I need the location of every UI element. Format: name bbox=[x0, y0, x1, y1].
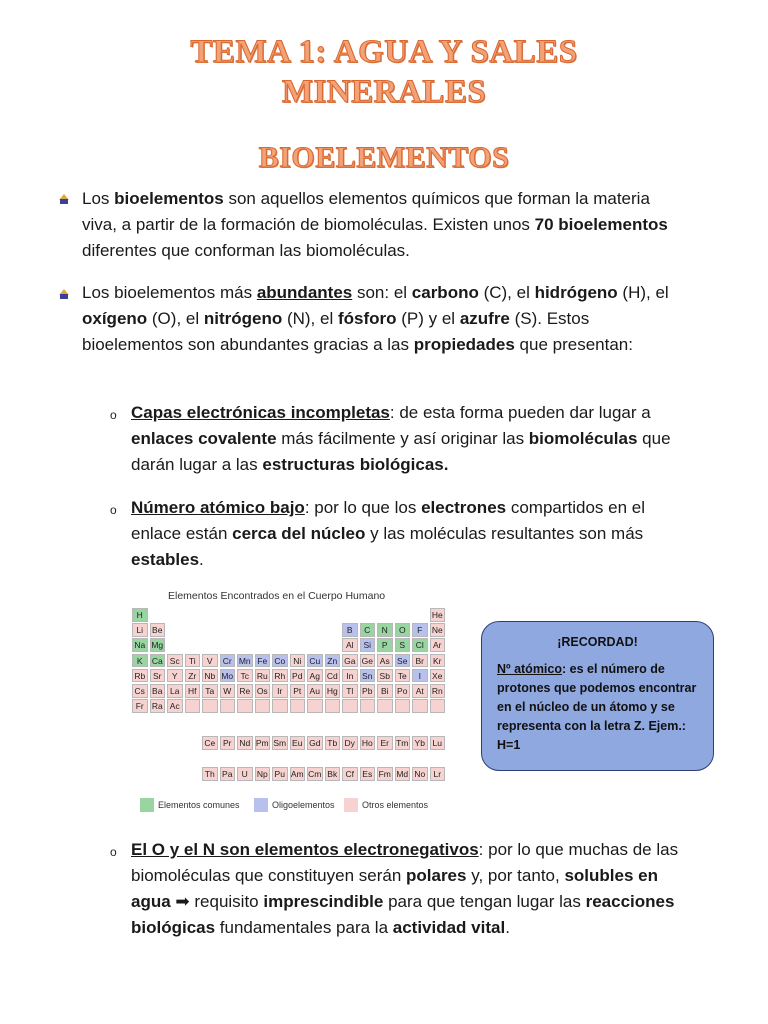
title-line-2: MINERALES bbox=[281, 74, 487, 110]
circle-bullet-icon: o bbox=[110, 503, 117, 517]
p2-run: son: el bbox=[352, 283, 412, 302]
element-cl: Cl bbox=[412, 638, 428, 652]
element-f: F bbox=[412, 623, 428, 637]
s2-run: . bbox=[199, 550, 204, 569]
s1-run: estructuras biológicas. bbox=[262, 455, 449, 474]
s2-run: compartidos en el enlace están bbox=[131, 498, 646, 543]
element-zn: Zn bbox=[325, 654, 341, 668]
p2-run: (O), el bbox=[147, 309, 204, 328]
legend-label: Otros elementos bbox=[362, 800, 429, 810]
element-he: He bbox=[430, 608, 446, 622]
element-cm: Cm bbox=[308, 769, 322, 779]
element-np: Np bbox=[255, 767, 271, 781]
element-pu: Pu bbox=[272, 767, 288, 781]
s3-run: y, por tanto, bbox=[466, 866, 565, 885]
recordad-heading: ¡RECORDAD! bbox=[557, 635, 638, 649]
element-tl: Tl bbox=[342, 684, 358, 698]
s3-run: actividad vital bbox=[392, 918, 506, 937]
element-cd: Cd bbox=[325, 669, 341, 683]
element-si: Si bbox=[360, 638, 376, 652]
element-ce: Ce bbox=[202, 736, 218, 750]
s3-run: solubles en agua bbox=[131, 866, 658, 911]
document-title bbox=[0, 32, 768, 112]
recordad-callout bbox=[481, 621, 714, 771]
element-pd: Pd bbox=[290, 669, 306, 683]
empty-element-cell bbox=[237, 699, 253, 713]
s1-run: Capas electrónicas incompletas bbox=[131, 403, 390, 422]
element-p: P bbox=[377, 638, 393, 652]
p2-run: (C), el bbox=[478, 283, 535, 302]
element-pt: Pt bbox=[290, 684, 306, 698]
element-be: Be bbox=[150, 623, 166, 637]
p2-run: (H), el bbox=[617, 283, 669, 302]
element-sc: Sc bbox=[167, 654, 183, 668]
p2-run: Los bioelementos más bbox=[82, 283, 257, 302]
element-nd: Nd bbox=[237, 736, 253, 750]
element-pm: Pm bbox=[255, 738, 269, 748]
element-sr: Sr bbox=[150, 669, 166, 683]
p2-run: oxígeno bbox=[82, 309, 148, 328]
element-cu: Cu bbox=[307, 654, 323, 668]
element-gd: Gd bbox=[307, 736, 323, 750]
element-sb: Sb bbox=[377, 669, 393, 683]
element-ra: Ra bbox=[150, 699, 166, 713]
element-er: Er bbox=[377, 736, 393, 750]
s2-run: estables bbox=[131, 550, 200, 569]
paragraph-abundantes bbox=[82, 280, 682, 358]
bullet-icon bbox=[59, 289, 69, 299]
element-na: Na bbox=[132, 638, 148, 652]
element-rb: Rb bbox=[132, 669, 148, 683]
p2-run: propiedades bbox=[413, 335, 515, 354]
s1-run: que darán lugar a las bbox=[131, 429, 671, 474]
element-rh: Rh bbox=[272, 669, 288, 683]
element-ag: Ag bbox=[307, 669, 323, 683]
p2-run: (P) y el bbox=[396, 309, 460, 328]
legend-label: Oligoelementos bbox=[272, 800, 335, 810]
legend-swatch bbox=[140, 798, 154, 812]
s2-run: Número atómico bajo bbox=[131, 498, 305, 517]
bullet-icon bbox=[59, 194, 69, 204]
element-kr: Kr bbox=[430, 654, 446, 668]
empty-element-cell bbox=[202, 699, 218, 713]
empty-element-cell bbox=[412, 699, 428, 713]
element-rn: Rn bbox=[430, 684, 446, 698]
element-ne: Ne bbox=[430, 623, 446, 637]
element-ti: Ti bbox=[185, 654, 201, 668]
empty-element-cell bbox=[255, 699, 271, 713]
p2-run: hidrógeno bbox=[534, 283, 618, 302]
element-ru: Ru bbox=[255, 669, 271, 683]
element-as: As bbox=[377, 654, 393, 668]
s2-run: cerca del núcleo bbox=[232, 524, 366, 543]
element-o: O bbox=[395, 623, 411, 637]
element-n: N bbox=[377, 623, 393, 637]
p2-run: nitrógeno bbox=[203, 309, 283, 328]
element-li: Li bbox=[132, 623, 148, 637]
element-ir: Ir bbox=[272, 684, 288, 698]
element-i: I bbox=[412, 669, 428, 683]
element-u: U bbox=[237, 767, 253, 781]
element-tm: Tm bbox=[396, 738, 409, 748]
s3-run: . bbox=[505, 918, 510, 937]
element-eu: Eu bbox=[290, 736, 306, 750]
periodic-table-title: Elementos Encontrados en el Cuerpo Humano bbox=[168, 590, 386, 602]
section-title: BIOELEMENTOS bbox=[258, 141, 510, 174]
s3-run: imprescindible bbox=[263, 892, 384, 911]
element-cf: Cf bbox=[342, 767, 358, 781]
element-pa: Pa bbox=[220, 767, 236, 781]
element-la: La bbox=[167, 684, 183, 698]
p2-run: carbono bbox=[411, 283, 479, 302]
element-at: At bbox=[412, 684, 428, 698]
element-th: Th bbox=[202, 767, 218, 781]
element-h: H bbox=[132, 608, 148, 622]
empty-element-cell bbox=[430, 699, 446, 713]
legend-label: Elementos comunes bbox=[158, 800, 240, 810]
s3-run: ➡ requisito bbox=[170, 892, 264, 911]
s1-run: enlaces covalente bbox=[131, 429, 277, 448]
element-hg: Hg bbox=[325, 684, 341, 698]
empty-element-cell bbox=[342, 699, 358, 713]
s3-run: polares bbox=[406, 866, 467, 885]
element-os: Os bbox=[255, 684, 271, 698]
element-ca: Ca bbox=[150, 654, 166, 668]
element-mo: Mo bbox=[221, 670, 234, 681]
element-v: V bbox=[202, 654, 218, 668]
legend-swatch bbox=[254, 798, 268, 812]
p2-run: (S). Estos bioelementos son abundantes gracias a las bbox=[82, 309, 590, 354]
element-am: Am bbox=[290, 769, 304, 779]
s3-run: para que tengan lugar las bbox=[383, 892, 586, 911]
element-b: B bbox=[342, 623, 358, 637]
element-cs: Cs bbox=[132, 684, 148, 698]
recordad-body bbox=[497, 660, 699, 755]
p2-run: (N), el bbox=[282, 309, 338, 328]
legend-swatch bbox=[344, 798, 358, 812]
element-tc: Tc bbox=[237, 669, 253, 683]
property-capas-electronicas bbox=[131, 400, 691, 478]
element-fm: Fm bbox=[378, 769, 391, 779]
property-electronegativos bbox=[131, 837, 691, 941]
empty-element-cell bbox=[272, 699, 288, 713]
element-ge: Ge bbox=[360, 654, 376, 668]
element-br: Br bbox=[412, 654, 428, 668]
element-fr: Fr bbox=[132, 699, 148, 713]
p2-run: abundantes bbox=[256, 283, 353, 302]
p1-run: bioelementos bbox=[114, 189, 224, 208]
p1-run: Los bbox=[82, 189, 115, 208]
element-tb: Tb bbox=[325, 736, 341, 750]
element-lr: Lr bbox=[430, 767, 446, 781]
empty-element-cell bbox=[377, 699, 393, 713]
element-bi: Bi bbox=[377, 684, 393, 698]
element-zr: Zr bbox=[185, 669, 201, 683]
circle-bullet-icon: o bbox=[110, 845, 117, 859]
element-po: Po bbox=[395, 684, 411, 698]
element-nb: Nb bbox=[202, 669, 218, 683]
s1-run: biomoléculas bbox=[528, 429, 638, 448]
s3-run: El O y el N son elementos electronegativos bbox=[131, 840, 479, 859]
s3-run: reacciones biológicas bbox=[131, 892, 675, 937]
s1-run: más fácilmente y así originar las bbox=[276, 429, 529, 448]
element-c: C bbox=[360, 623, 376, 637]
element-re: Re bbox=[237, 684, 253, 698]
element-ga: Ga bbox=[342, 654, 358, 668]
element-y: Y bbox=[167, 669, 183, 683]
p1-run: diferentes que conforman las biomoléculas. bbox=[82, 241, 410, 260]
element-pb: Pb bbox=[360, 684, 376, 698]
s2-run: : por lo que los bbox=[304, 498, 422, 517]
title-line-1: TEMA 1: AGUA Y SALES bbox=[190, 34, 578, 70]
element-ar: Ar bbox=[430, 638, 446, 652]
recordad-term: Nº atómico bbox=[497, 662, 562, 676]
s2-run: electrones bbox=[421, 498, 507, 517]
empty-element-cell bbox=[185, 699, 201, 713]
element-dy: Dy bbox=[342, 736, 358, 750]
element-se: Se bbox=[395, 654, 411, 668]
element-ho: Ho bbox=[360, 736, 376, 750]
element-pr: Pr bbox=[220, 736, 236, 750]
element-md: Md bbox=[396, 769, 409, 779]
element-ni: Ni bbox=[290, 654, 306, 668]
element-sm: Sm bbox=[273, 738, 287, 748]
element-k: K bbox=[132, 654, 148, 668]
empty-element-cell bbox=[220, 699, 236, 713]
s3-run: : por lo que muchas de las biomoléculas que constituyen serán bbox=[131, 840, 679, 885]
empty-element-cell bbox=[290, 699, 306, 713]
p1-run: son aquellos elementos químicos que forman la materia viva, a partir de la formación de biomoléculas. Existen unos bbox=[82, 189, 650, 234]
paragraph-bioelementos bbox=[82, 186, 682, 264]
element-no: No bbox=[412, 767, 428, 781]
element-xe: Xe bbox=[430, 669, 446, 683]
element-cr: Cr bbox=[220, 654, 236, 668]
p2-run: fósforo bbox=[337, 309, 397, 328]
element-es: Es bbox=[360, 767, 376, 781]
property-numero-atomico bbox=[131, 495, 691, 573]
p1-run: 70 bioelementos bbox=[534, 215, 668, 234]
element-co: Co bbox=[272, 654, 288, 668]
element-yb: Yb bbox=[412, 736, 428, 750]
empty-element-cell bbox=[307, 699, 323, 713]
element-au: Au bbox=[307, 684, 323, 698]
p2-run: azufre bbox=[459, 309, 510, 328]
p2-run: que presentan: bbox=[514, 335, 633, 354]
element-fe: Fe bbox=[255, 654, 271, 668]
element-mn: Mn bbox=[238, 655, 251, 666]
element-s: S bbox=[395, 638, 411, 652]
element-ta: Ta bbox=[202, 684, 218, 698]
element-lu: Lu bbox=[430, 736, 446, 750]
element-ba: Ba bbox=[150, 684, 166, 698]
empty-element-cell bbox=[360, 699, 376, 713]
empty-element-cell bbox=[395, 699, 411, 713]
element-w: W bbox=[220, 684, 236, 698]
element-sn: Sn bbox=[360, 669, 376, 683]
element-bk: Bk bbox=[325, 767, 341, 781]
element-al: Al bbox=[342, 638, 358, 652]
empty-element-cell bbox=[325, 699, 341, 713]
element-hf: Hf bbox=[185, 684, 201, 698]
s2-run: y las moléculas resultantes son más bbox=[365, 524, 644, 543]
element-te: Te bbox=[395, 669, 411, 683]
element-mg: Mg bbox=[151, 640, 164, 651]
s1-run: : de esta forma pueden dar lugar a bbox=[389, 403, 651, 422]
s3-run: fundamentales para la bbox=[215, 918, 393, 937]
periodic-table-figure bbox=[130, 590, 450, 820]
circle-bullet-icon: o bbox=[110, 408, 117, 422]
recordad-text: : es el número de protones que podemos encontrar en el núcleo de un átomo y se representa con la letra Z. Ejem.: H=1 bbox=[497, 662, 697, 752]
element-in: In bbox=[342, 669, 358, 683]
element-ac: Ac bbox=[167, 699, 183, 713]
